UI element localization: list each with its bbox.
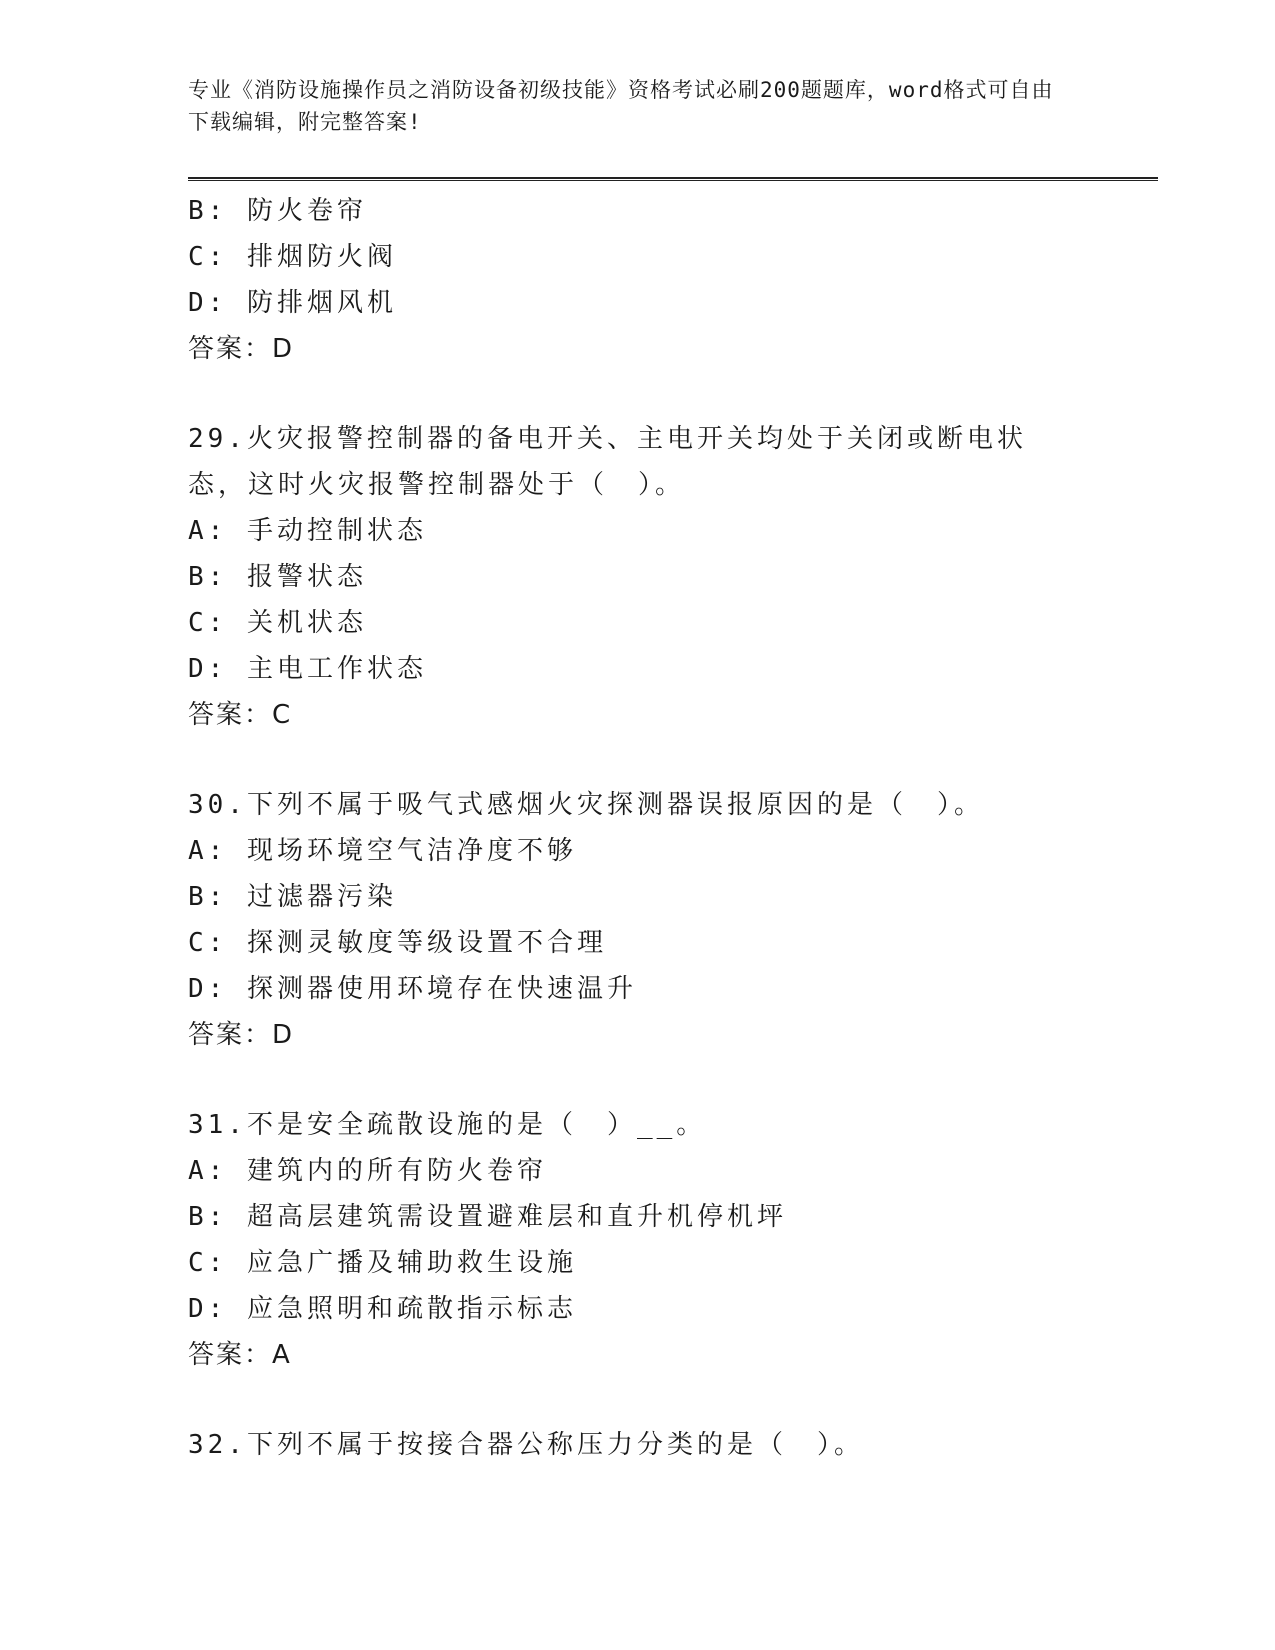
option-c: C: 关机状态 xyxy=(188,608,367,638)
spacer xyxy=(188,1058,1158,1102)
option-d: D: 主电工作状态 xyxy=(188,654,427,684)
option-c: C: 排烟防火阀 xyxy=(188,242,397,272)
question-31-block xyxy=(188,1102,1158,1378)
question-30-block xyxy=(188,782,1158,1058)
option-c: C: 探测灵敏度等级设置不合理 xyxy=(188,928,607,958)
question-31-stem: 31.不是安全疏散设施的是（ ）__。 xyxy=(188,1110,707,1140)
spacer xyxy=(188,738,1158,782)
question-30-stem: 30.下列不属于吸气式感烟火灾探测器误报原因的是（ ）。 xyxy=(188,790,984,820)
question-29-stem: 29.火灾报警控制器的备电开关、主电开关均处于关闭或断电状态，这时火灾报警控制器处于（ ）。 xyxy=(188,424,1027,500)
document-header: 专业《消防设施操作员之消防设备初级技能》资格考试必刷200题题库，word格式可自由下载编辑，附完整答案! xyxy=(188,78,1054,134)
spacer xyxy=(188,1378,1158,1422)
answer-text: 答案：C xyxy=(188,700,293,730)
option-d: D: 探测器使用环境存在快速温升 xyxy=(188,974,637,1004)
header-divider xyxy=(188,177,1158,181)
option-d: D: 应急照明和疏散指示标志 xyxy=(188,1294,577,1324)
option-c: C: 应急广播及辅助救生设施 xyxy=(188,1248,577,1278)
question-content xyxy=(188,188,1158,1468)
question-29-block xyxy=(188,416,1158,738)
option-a: A: 手动控制状态 xyxy=(188,516,427,546)
option-b: B: 超高层建筑需设置避难层和直升机停机坪 xyxy=(188,1202,787,1232)
option-b: B: 过滤器污染 xyxy=(188,882,397,912)
option-a: A: 现场环境空气洁净度不够 xyxy=(188,836,577,866)
option-b: B: 报警状态 xyxy=(188,562,367,592)
question-32-block xyxy=(188,1422,1158,1468)
option-d: D: 防排烟风机 xyxy=(188,288,397,318)
previous-question-block xyxy=(188,188,1158,372)
answer-text: 答案：D xyxy=(188,1020,295,1050)
question-32-stem: 32.下列不属于按接合器公称压力分类的是（ ）。 xyxy=(188,1430,864,1460)
answer-text: 答案：D xyxy=(188,334,295,364)
answer-text: 答案：A xyxy=(188,1340,292,1370)
spacer xyxy=(188,372,1158,416)
option-b: B: 防火卷帘 xyxy=(188,196,367,226)
option-a: A: 建筑内的所有防火卷帘 xyxy=(188,1156,547,1186)
